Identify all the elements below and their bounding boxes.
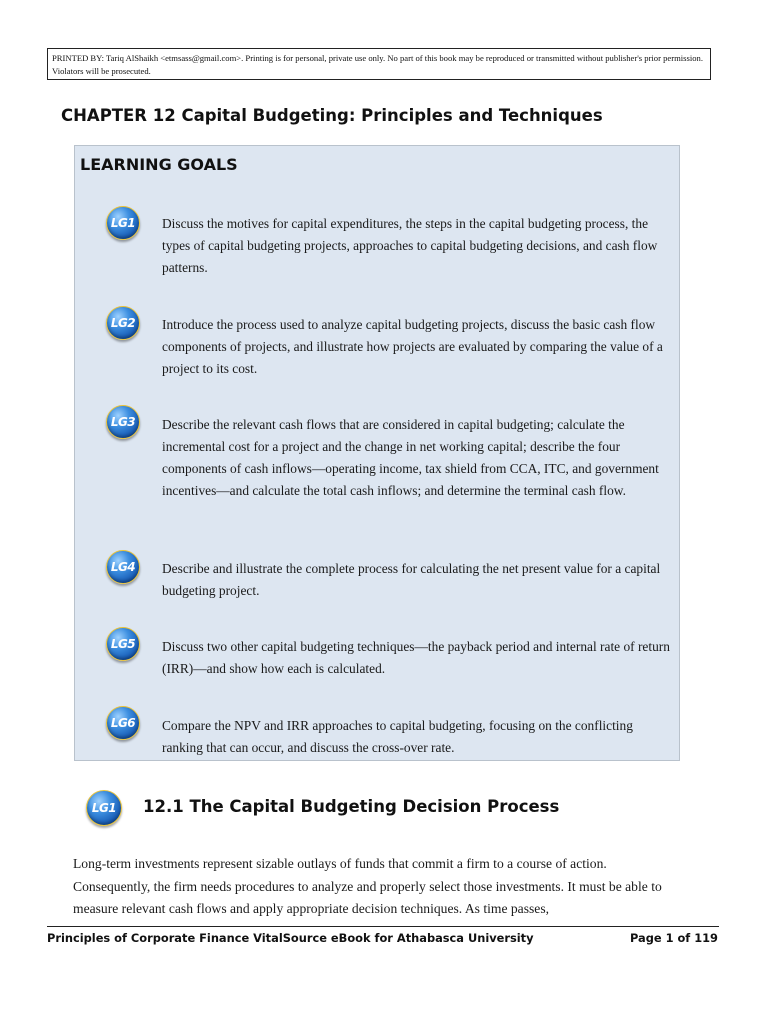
lg5-badge-icon: LG5 bbox=[106, 627, 140, 661]
learning-goal-5: Discuss two other capital budgeting techniques—the payback period and internal rate of return (IRR)—and show how each is calculated. bbox=[162, 639, 670, 676]
footer-divider bbox=[47, 926, 719, 927]
footer-page-number: Page 1 of 119 bbox=[630, 931, 718, 945]
learning-goal-3: Describe the relevant cash flows that are considered in capital budgeting; calculate the incremental cost for a project and the change in net working capital; describe the four components of cash inflows—operating income, tax shield from CCA, ITC, and government incentives—and calculate the total cash inflows; and determine the terminal cash flow. bbox=[162, 417, 659, 498]
learning-goal-2: Introduce the process used to analyze capital budgeting projects, discuss the basic cash flow components of projects, and illustrate how projects are evaluated by comparing the value of a project to its cost. bbox=[162, 317, 663, 376]
lg3-badge-icon: LG3 bbox=[106, 405, 140, 439]
lg4-badge-icon: LG4 bbox=[106, 550, 140, 584]
print-notice: PRINTED BY: Tariq AlShaikh <etmsass@gmail.com>. Printing is for personal, private use only. No part of this book may be reproduced or transmitted without publisher's prior permission. Violators will be prosecuted. bbox=[47, 48, 711, 80]
chapter-title: CHAPTER 12 Capital Budgeting: Principles and Techniques bbox=[61, 106, 603, 125]
learning-goals-title: LEARNING GOALS bbox=[80, 155, 238, 174]
learning-goals-box bbox=[74, 145, 680, 761]
lg6-badge-icon: LG6 bbox=[106, 706, 140, 740]
learning-goal-4: Describe and illustrate the complete process for calculating the net present value for a capital budgeting project. bbox=[162, 561, 661, 598]
body-paragraph: Long-term investments represent sizable outlays of funds that commit a firm to a course of action. Consequently, the firm needs procedures to analyze and properly select those investments. It must be able to measure relevant cash flows and apply appropriate decision techniques. As time passes, bbox=[73, 856, 662, 916]
learning-goal-1: Discuss the motives for capital expenditures, the steps in the capital budgeting process, the types of capital budgeting projects, approaches to capital budgeting decisions, and cash flow patterns. bbox=[162, 216, 658, 275]
lg1-badge-icon: LG1 bbox=[106, 206, 140, 240]
section-title: 12.1 The Capital Budgeting Decision Process bbox=[143, 797, 560, 816]
learning-goal-6: Compare the NPV and IRR approaches to capital budgeting, focusing on the conflicting ranking that can occur, and discuss the cross-over rate. bbox=[162, 718, 633, 755]
section-lg1-badge-icon: LG1 bbox=[86, 790, 122, 826]
lg2-badge-icon: LG2 bbox=[106, 306, 140, 340]
footer-book-title: Principles of Corporate Finance VitalSource eBook for Athabasca University bbox=[47, 931, 534, 945]
